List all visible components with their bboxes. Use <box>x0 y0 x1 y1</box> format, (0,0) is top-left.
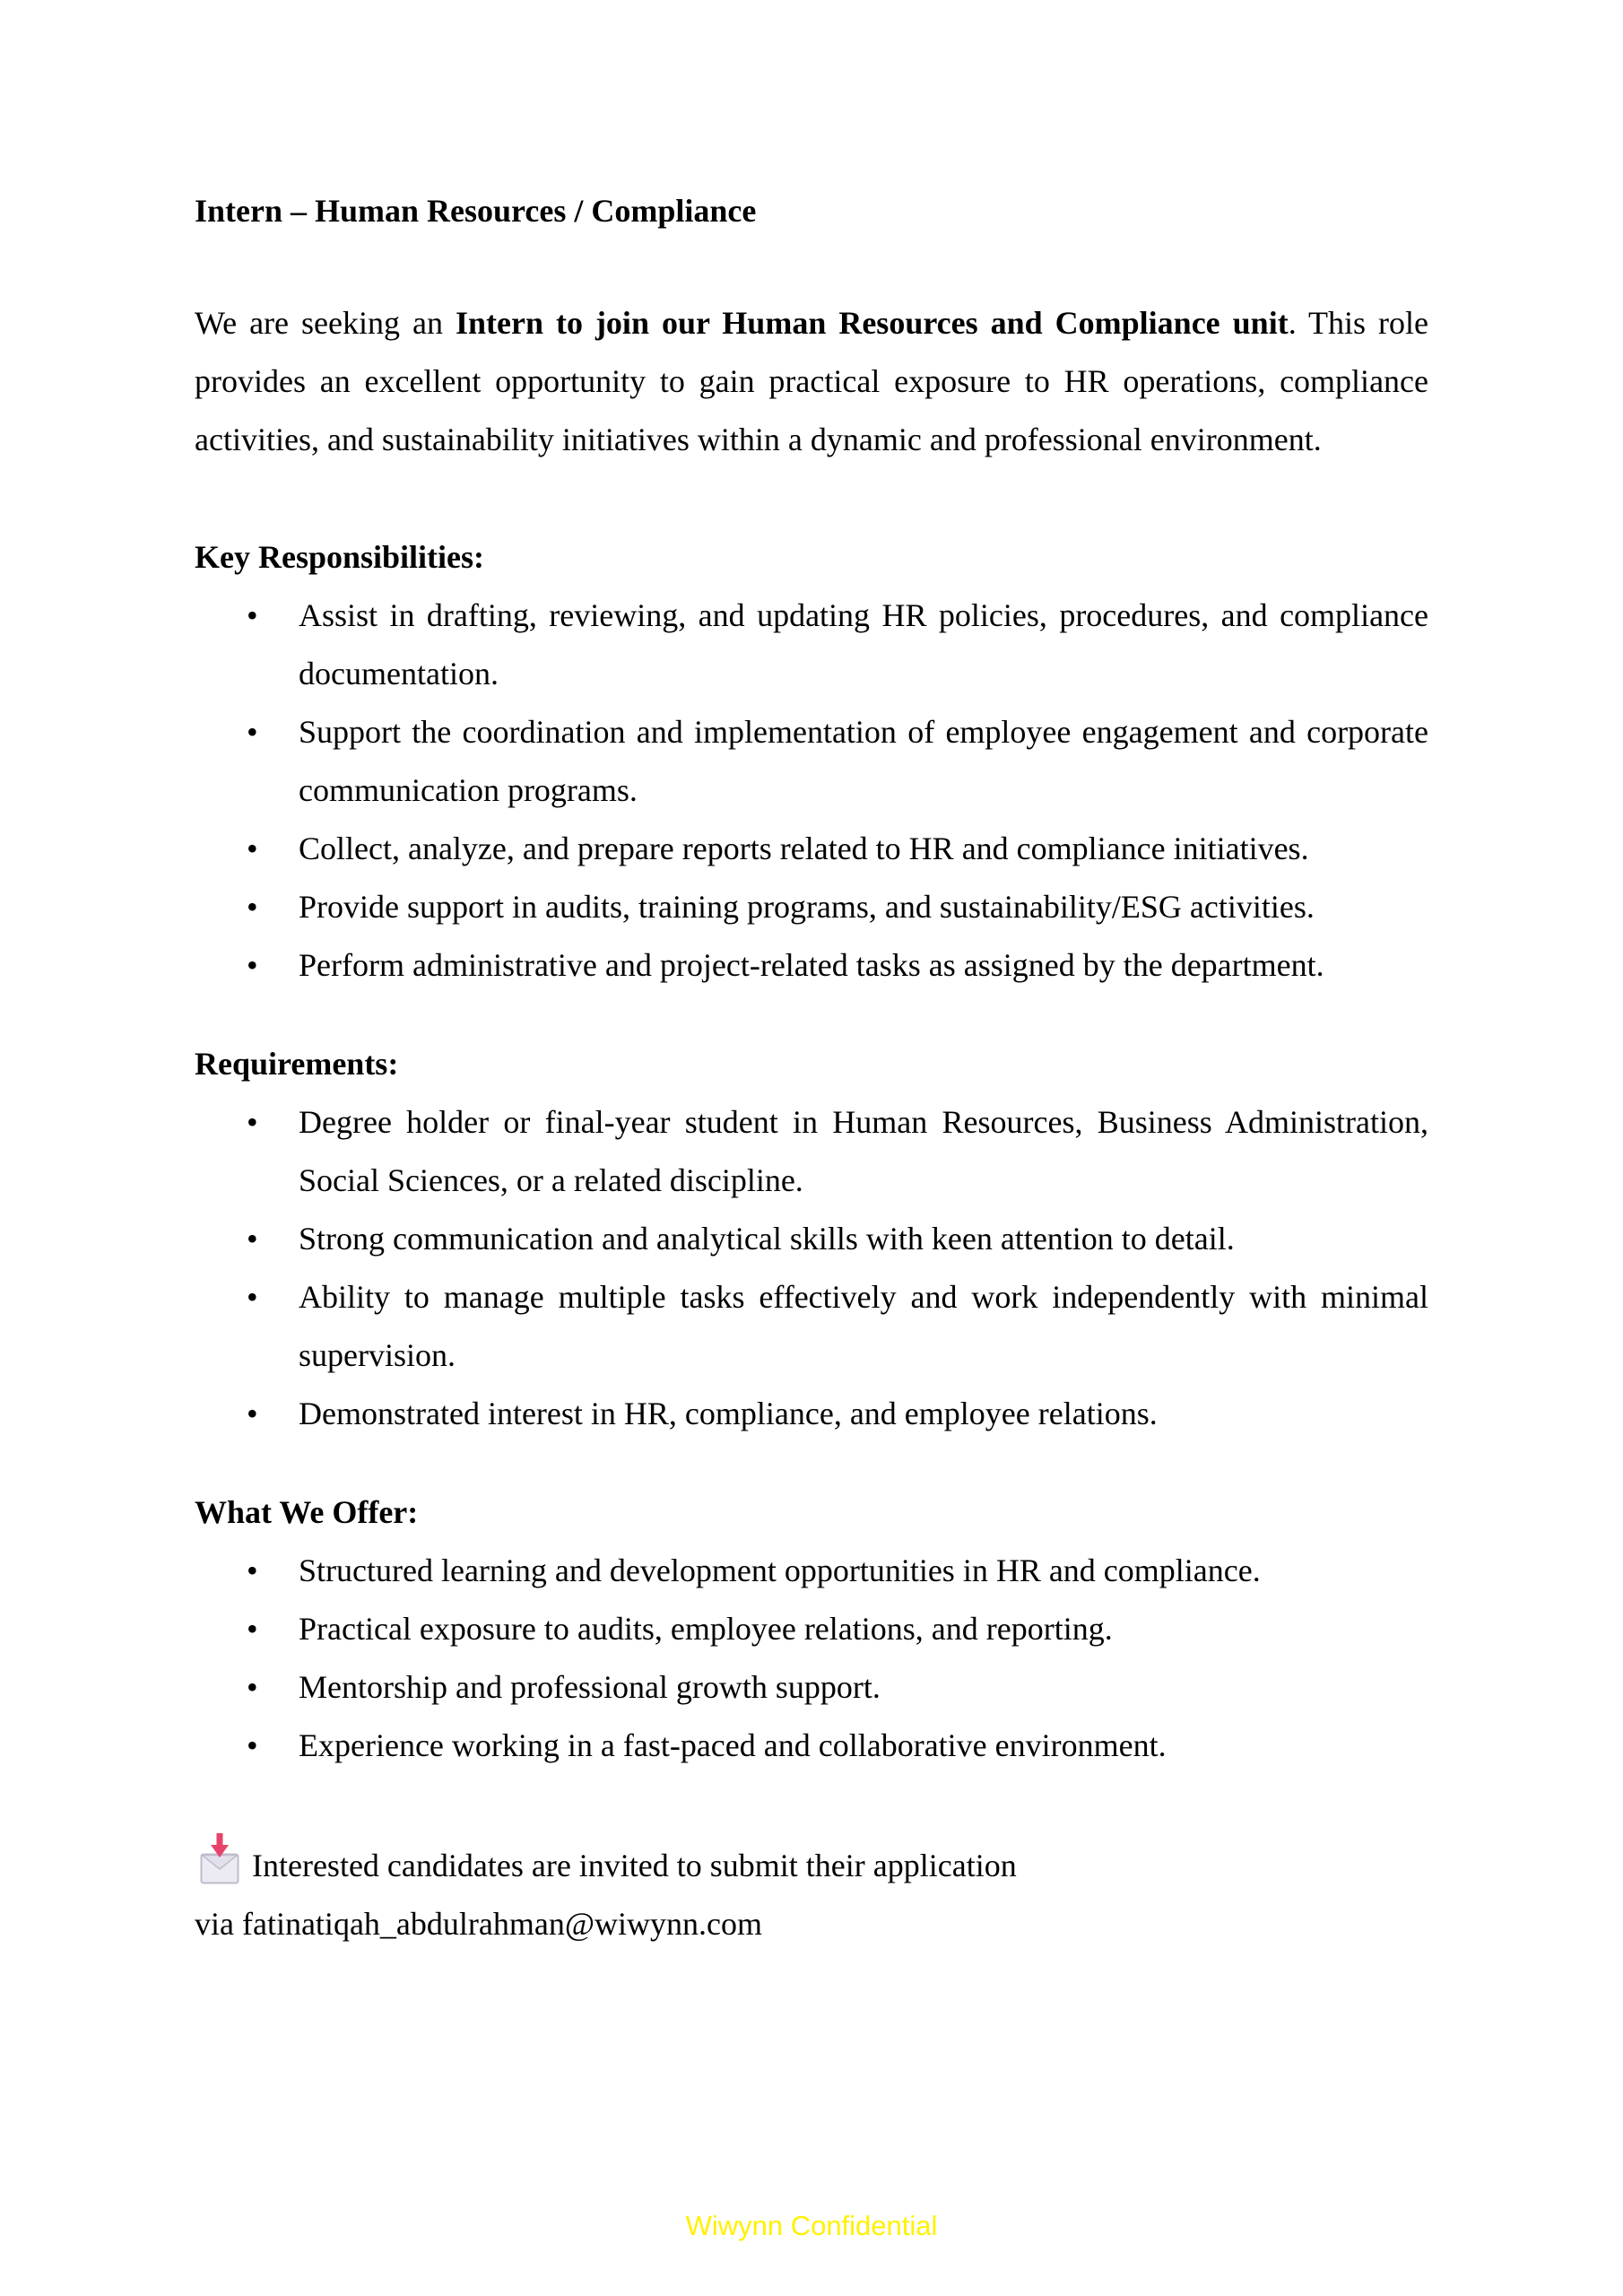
list-item-text: Assist in drafting, reviewing, and updating HR policies, procedures, and compliance documentation. <box>299 597 1428 691</box>
list-item <box>195 936 1428 995</box>
requirements-list <box>195 1093 1428 1443</box>
incoming-envelope-icon <box>200 1833 239 1885</box>
list-item-text: Strong communication and analytical skills with keen attention to detail. <box>299 1221 1235 1257</box>
list-item-text: Mentorship and professional growth support. <box>299 1669 881 1705</box>
list-item <box>195 1268 1428 1385</box>
application-email: fatinatiqah_abdulrahman@wiwynn.com <box>241 1906 762 1942</box>
list-item-text: Experience working in a fast-paced and collaborative environment. <box>299 1727 1167 1763</box>
list-item-text: Demonstrated interest in HR, compliance, and employee relations. <box>299 1396 1158 1431</box>
application-text: Interested candidates are invited to submit their application via <box>195 1848 1017 1942</box>
intro-text-bold: Intern to join our Human Resources and Compliance unit <box>455 305 1289 341</box>
job-title: Intern – Human Resources / Compliance <box>195 193 757 229</box>
list-item <box>195 587 1428 703</box>
list-item-text: Support the coordination and implementation of employee engagement and corporate communication programs. <box>299 714 1428 808</box>
list-item-text: Perform administrative and project-related tasks as assigned by the department. <box>299 947 1324 983</box>
footer-confidential-label: Wiwynn Confidential <box>685 2210 938 2241</box>
section-heading-what-we-offer: What We Offer: <box>195 1494 419 1530</box>
key-responsibilities-list <box>195 587 1428 995</box>
application-paragraph <box>195 1833 1428 1953</box>
list-item <box>195 878 1428 936</box>
space-text <box>234 1906 242 1942</box>
list-item-text: Structured learning and development opportunities in HR and compliance. <box>299 1552 1261 1588</box>
intro-text-pre: We are seeking an <box>195 305 456 341</box>
list-item <box>195 1658 1428 1717</box>
list-item <box>195 1542 1428 1600</box>
list-item <box>195 820 1428 878</box>
list-item <box>195 1210 1428 1268</box>
list-item <box>195 1600 1428 1658</box>
intro-text-post: . This role provides an excellent opportunity to gain practical exposure to HR operations, compliance activities, and sustainability initiatives within a dynamic and professional environment. <box>195 305 1429 457</box>
list-item <box>195 703 1428 820</box>
list-item-text: Provide support in audits, training programs, and sustainability/ESG activities. <box>299 889 1315 925</box>
what-we-offer-list <box>195 1542 1428 1775</box>
list-item <box>195 1385 1428 1443</box>
list-item <box>195 1093 1428 1210</box>
list-item-text: Ability to manage multiple tasks effectively and work independently with minimal supervision. <box>299 1279 1428 1373</box>
intro-paragraph <box>195 294 1428 469</box>
list-item-text: Collect, analyze, and prepare reports related to HR and compliance initiatives. <box>299 831 1309 866</box>
list-item <box>195 1717 1428 1775</box>
section-heading-requirements: Requirements: <box>195 1046 399 1082</box>
list-item-text: Degree holder or final-year student in Human Resources, Business Administration, Social Sciences, or a related discipline. <box>299 1104 1428 1198</box>
section-heading-key-responsibilities: Key Responsibilities: <box>195 539 485 575</box>
list-item-text: Practical exposure to audits, employee relations, and reporting. <box>299 1611 1113 1647</box>
